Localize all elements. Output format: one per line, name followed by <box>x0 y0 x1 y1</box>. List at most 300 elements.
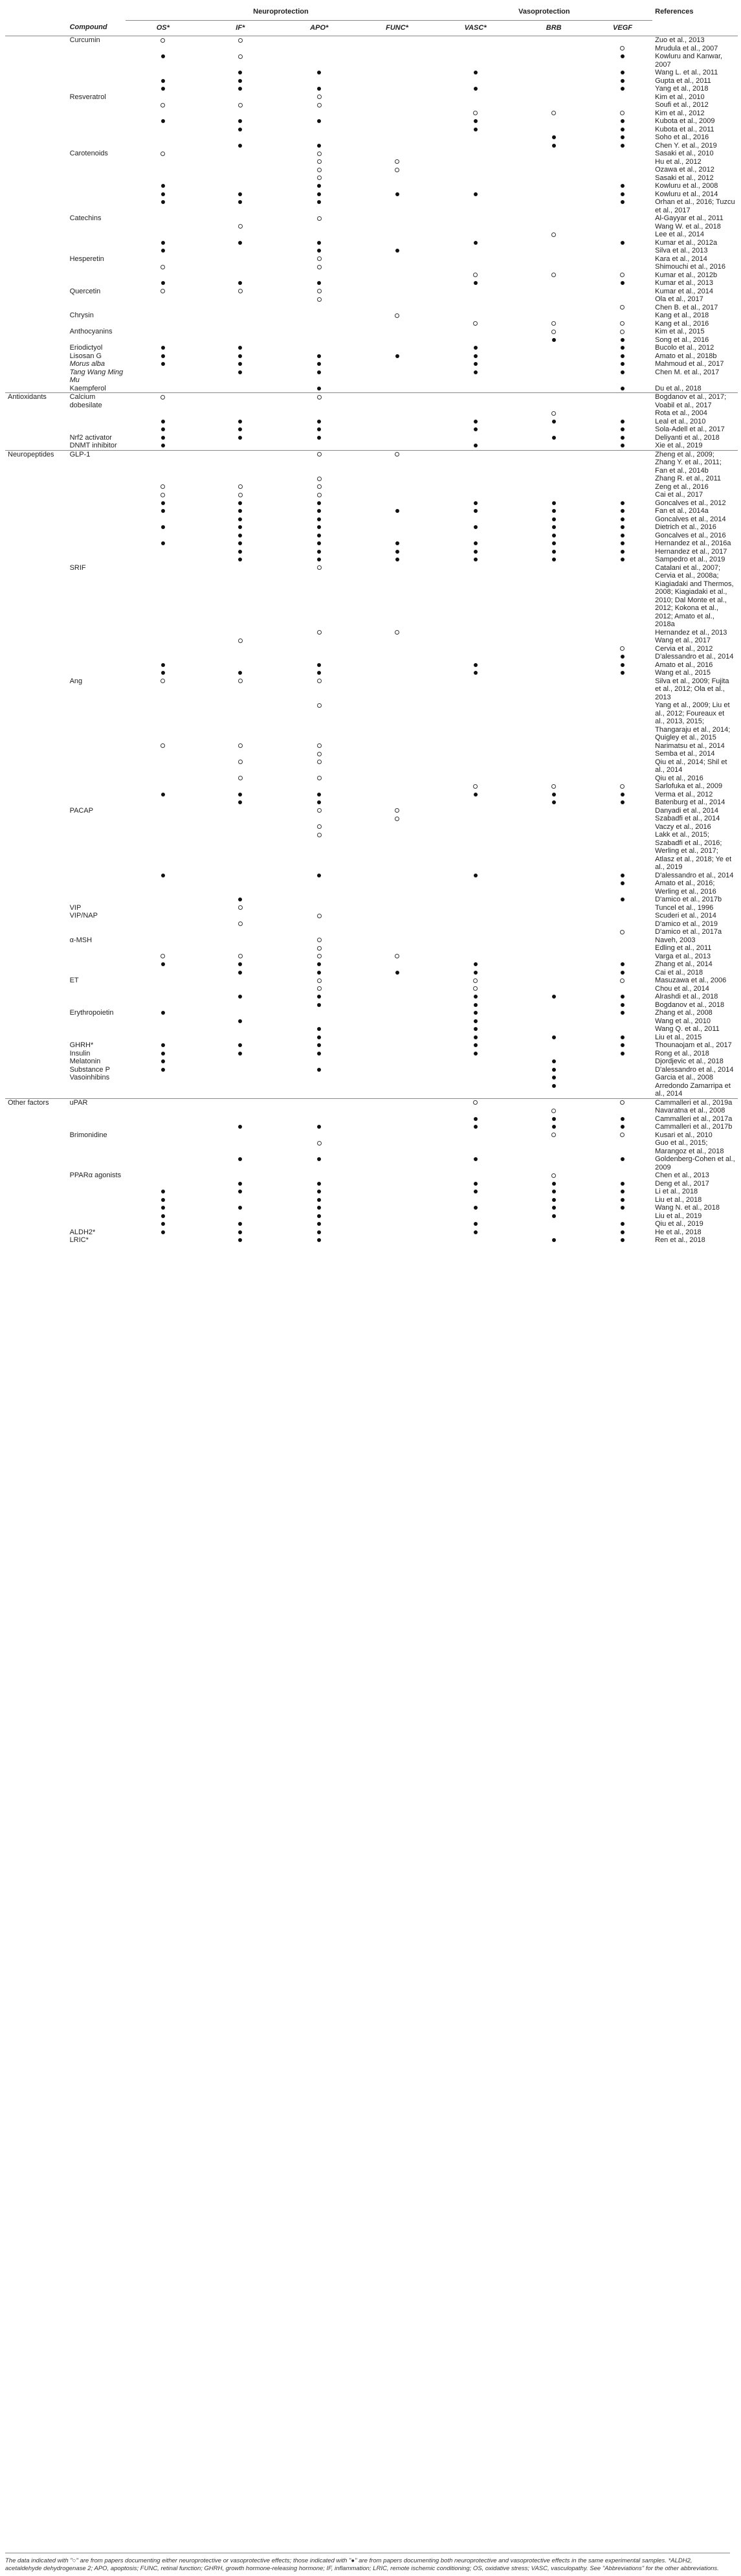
filled-circle-icon <box>621 184 625 188</box>
os-cell <box>126 231 200 239</box>
filled-circle-icon <box>238 541 242 545</box>
filled-circle-icon <box>474 362 478 366</box>
apo-cell <box>280 872 358 880</box>
filled-circle-icon <box>161 671 165 675</box>
category-cell <box>5 1107 67 1115</box>
filled-circle-icon <box>474 241 478 245</box>
vasc-cell <box>436 1082 515 1099</box>
brb-cell <box>515 255 593 264</box>
apo-cell <box>280 953 358 961</box>
reference-cell: Fan et al., 2014a <box>655 507 709 515</box>
compound-cell <box>67 109 126 118</box>
open-circle-icon <box>317 484 322 489</box>
func-cell <box>358 1107 436 1115</box>
vegf-cell <box>593 304 652 312</box>
filled-circle-icon <box>621 87 625 91</box>
vasc-cell <box>436 539 515 548</box>
filled-circle-icon <box>621 362 625 366</box>
table-row <box>5 815 738 823</box>
header-if: IF* <box>201 20 281 36</box>
apo-cell <box>280 1057 358 1066</box>
if-cell <box>201 904 281 912</box>
filled-circle-icon <box>317 427 321 431</box>
vasc-cell <box>436 434 515 442</box>
reference-cell: Kusari et al., 2010 <box>655 1131 713 1139</box>
filled-circle-icon <box>317 1157 321 1161</box>
filled-circle-icon <box>161 962 165 966</box>
filled-circle-icon <box>474 1190 478 1193</box>
if-cell <box>201 158 281 166</box>
filled-circle-icon <box>395 550 399 554</box>
filled-circle-icon <box>238 525 242 529</box>
filled-circle-icon <box>161 1052 165 1056</box>
if-cell <box>201 1082 281 1099</box>
vegf-cell <box>593 564 652 629</box>
filled-circle-icon <box>621 655 625 659</box>
table-row <box>5 677 738 702</box>
brb-cell <box>515 944 593 953</box>
filled-circle-icon <box>552 1214 556 1218</box>
filled-circle-icon <box>474 1125 478 1129</box>
vegf-cell <box>593 539 652 548</box>
reference-cell: Zeng et al., 2016 <box>655 482 709 491</box>
compound-cell <box>67 944 126 953</box>
table-row <box>5 174 738 183</box>
filled-circle-icon <box>621 241 625 245</box>
category-cell <box>5 368 67 385</box>
category-cell <box>5 1171 67 1180</box>
category-cell <box>5 1009 67 1017</box>
if-cell <box>201 896 281 904</box>
compound-cell <box>67 701 126 742</box>
compound-cell <box>67 126 126 134</box>
reference-cell: Chou et al., 2014 <box>655 984 709 993</box>
table-row <box>5 564 738 629</box>
compound-cell <box>67 1212 126 1221</box>
reference-cell: Cammalleri et al., 2017b <box>655 1123 733 1131</box>
vasc-cell <box>436 368 515 385</box>
vasc-cell <box>436 774 515 783</box>
reference-cell: Yang et al., 2018 <box>655 85 709 93</box>
reference-cell: Zhang et al., 2008 <box>655 1009 713 1017</box>
filled-circle-icon <box>621 517 625 521</box>
open-circle-icon <box>317 986 322 991</box>
compound-cell <box>67 117 126 126</box>
compound-cell: Anthocyanins <box>69 328 113 335</box>
apo-cell <box>280 1236 358 1245</box>
reference-cell: Orhan et al., 2016; Tuzcu et al., 2017 <box>655 198 735 214</box>
open-circle-icon <box>317 954 322 958</box>
brb-cell <box>515 1074 593 1082</box>
table-row <box>5 1131 738 1140</box>
filled-circle-icon <box>317 1190 321 1193</box>
filled-circle-icon <box>621 444 625 447</box>
compound-cell <box>67 409 126 418</box>
filled-circle-icon <box>238 1157 242 1161</box>
filled-circle-icon <box>474 501 478 505</box>
category-cell <box>5 645 67 653</box>
brb-cell <box>515 661 593 670</box>
apo-cell <box>280 304 358 312</box>
os-cell <box>126 564 200 629</box>
filled-circle-icon <box>552 338 556 342</box>
apo-cell <box>280 263 358 271</box>
apo-cell <box>280 1107 358 1115</box>
func-cell <box>358 831 436 872</box>
apo-cell <box>280 133 358 142</box>
table-row <box>5 328 738 336</box>
func-cell <box>358 483 436 491</box>
filled-circle-icon <box>161 119 165 123</box>
os-cell <box>126 798 200 807</box>
vegf-cell <box>593 912 652 920</box>
filled-circle-icon <box>474 1011 478 1015</box>
filled-circle-icon <box>238 420 242 424</box>
if-cell <box>201 653 281 661</box>
vegf-cell <box>593 629 652 637</box>
func-cell <box>358 993 436 1001</box>
reference-cell: Zuo et al., 2013 <box>655 36 705 44</box>
os-cell <box>126 117 200 126</box>
filled-circle-icon <box>317 362 321 366</box>
apo-cell <box>280 523 358 532</box>
filled-circle-icon <box>161 241 165 245</box>
reference-cell: Arredondo Zamarripa et al., 2014 <box>655 1081 731 1098</box>
category-cell <box>5 515 67 524</box>
vasc-cell <box>436 263 515 271</box>
vegf-cell <box>593 198 652 214</box>
reference-cell: Silva et al., 2013 <box>655 247 708 254</box>
apo-cell <box>280 1098 358 1107</box>
filled-circle-icon <box>161 1059 165 1063</box>
filled-circle-icon <box>317 1003 321 1007</box>
brb-cell <box>515 758 593 774</box>
filled-circle-icon <box>317 1035 321 1039</box>
filled-circle-icon <box>474 971 478 975</box>
reference-cell: Sola-Adell et al., 2017 <box>655 425 725 433</box>
apo-cell <box>280 352 358 361</box>
filled-circle-icon <box>621 1117 625 1121</box>
os-cell <box>126 223 200 231</box>
filled-circle-icon <box>317 1043 321 1047</box>
vasc-cell <box>436 45 515 53</box>
func-cell <box>358 150 436 158</box>
reference-cell: Sampedro et al., 2019 <box>655 556 725 563</box>
filled-circle-icon <box>621 1182 625 1186</box>
compound-cell <box>67 953 126 961</box>
apo-cell <box>280 247 358 255</box>
vegf-cell <box>593 418 652 426</box>
if-cell <box>201 985 281 993</box>
filled-circle-icon <box>474 995 478 999</box>
reference-cell: Naveh, 2003 <box>655 936 696 944</box>
func-cell <box>358 629 436 637</box>
if-cell <box>201 255 281 264</box>
if-cell <box>201 1050 281 1058</box>
brb-cell <box>515 158 593 166</box>
brb-cell <box>515 653 593 661</box>
vegf-cell <box>593 1123 652 1131</box>
filled-circle-icon <box>317 1125 321 1129</box>
brb-cell <box>515 928 593 936</box>
reference-cell: Thounaojam et al., 2017 <box>655 1041 732 1049</box>
apo-cell <box>280 150 358 158</box>
filled-circle-icon <box>238 370 242 374</box>
filled-circle-icon <box>238 1206 242 1210</box>
if-cell <box>201 320 281 328</box>
brb-cell <box>515 637 593 645</box>
if-cell <box>201 1180 281 1188</box>
func-cell <box>358 418 436 426</box>
category-cell <box>5 879 67 896</box>
compound-cell: α-MSH <box>69 936 93 944</box>
if-cell <box>201 126 281 134</box>
open-circle-icon <box>473 321 478 326</box>
os-cell <box>126 750 200 758</box>
open-circle-icon <box>160 484 165 489</box>
filled-circle-icon <box>317 184 321 188</box>
if-cell <box>201 150 281 158</box>
os-cell <box>126 483 200 491</box>
brb-cell <box>515 1139 593 1155</box>
brb-cell <box>515 1131 593 1140</box>
if-cell <box>201 750 281 758</box>
table-row <box>5 904 738 912</box>
vasc-cell <box>436 279 515 288</box>
apo-cell <box>280 539 358 548</box>
vegf-cell <box>593 483 652 491</box>
os-cell <box>126 271 200 280</box>
os-cell <box>126 904 200 912</box>
os-cell <box>126 304 200 312</box>
filled-circle-icon <box>317 525 321 529</box>
vasc-cell <box>436 960 515 969</box>
os-cell <box>126 1001 200 1010</box>
open-circle-icon <box>317 95 322 99</box>
apo-cell <box>280 1074 358 1082</box>
vasc-cell <box>436 548 515 556</box>
reference-cell: Guo et al., 2015; Marangoz et al., 2018 <box>655 1139 724 1155</box>
os-cell <box>126 896 200 904</box>
filled-circle-icon <box>474 119 478 123</box>
compound-cell <box>67 1220 126 1228</box>
brb-cell <box>515 960 593 969</box>
func-cell <box>358 977 436 985</box>
func-cell <box>358 182 436 190</box>
vasc-cell <box>436 360 515 368</box>
vegf-cell <box>593 1050 652 1058</box>
brb-cell <box>515 190 593 199</box>
open-circle-icon <box>395 817 399 821</box>
vasc-cell <box>436 742 515 751</box>
if-cell <box>201 190 281 199</box>
filled-circle-icon <box>474 1206 478 1210</box>
category-cell <box>5 1188 67 1196</box>
os-cell <box>126 791 200 799</box>
open-circle-icon <box>551 330 556 334</box>
category-cell <box>5 985 67 993</box>
if-cell <box>201 798 281 807</box>
brb-cell <box>515 742 593 751</box>
apo-cell <box>280 1066 358 1074</box>
vasc-cell <box>436 661 515 670</box>
table-row <box>5 271 738 280</box>
filled-circle-icon <box>552 1238 556 1242</box>
category-cell <box>5 661 67 670</box>
open-circle-icon <box>317 103 322 107</box>
vegf-cell <box>593 1180 652 1188</box>
table-row <box>5 279 738 288</box>
reference-cell: D'amico et al., 2017a <box>655 928 722 936</box>
table-row <box>5 133 738 142</box>
vasc-cell <box>436 1236 515 1245</box>
filled-circle-icon <box>317 281 321 285</box>
os-cell <box>126 1082 200 1099</box>
if-cell <box>201 944 281 953</box>
compound-cell <box>67 823 126 831</box>
apo-cell <box>280 1115 358 1124</box>
table-row <box>5 936 738 945</box>
apo-cell <box>280 69 358 77</box>
vegf-cell <box>593 1115 652 1124</box>
filled-circle-icon <box>238 1043 242 1047</box>
reference-cell: Hernandez et al., 2017 <box>655 547 727 556</box>
open-circle-icon <box>395 452 399 457</box>
open-circle-icon <box>317 946 322 951</box>
filled-circle-icon <box>317 1206 321 1210</box>
os-cell <box>126 977 200 985</box>
filled-circle-icon <box>238 354 242 358</box>
vasc-cell <box>436 311 515 320</box>
if-cell <box>201 1017 281 1026</box>
brb-cell <box>515 523 593 532</box>
if-cell <box>201 117 281 126</box>
filled-circle-icon <box>161 436 165 440</box>
vasc-cell <box>436 1212 515 1221</box>
brb-cell <box>515 1196 593 1204</box>
filled-circle-icon <box>621 1011 625 1015</box>
brb-cell <box>515 1009 593 1017</box>
os-cell <box>126 507 200 515</box>
category-cell: Neuropeptides <box>5 450 67 475</box>
filled-circle-icon <box>161 1011 165 1015</box>
apo-cell <box>280 1171 358 1180</box>
os-cell <box>126 393 200 410</box>
os-cell <box>126 985 200 993</box>
table-row <box>5 150 738 158</box>
vasc-cell <box>436 977 515 985</box>
func-cell <box>358 126 436 134</box>
filled-circle-icon <box>161 420 165 424</box>
filled-circle-icon <box>621 881 625 885</box>
reference-cell: Varga et al., 2013 <box>655 952 711 960</box>
filled-circle-icon <box>161 362 165 366</box>
func-cell <box>358 1098 436 1107</box>
vegf-cell <box>593 271 652 280</box>
func-cell <box>358 336 436 345</box>
brb-cell <box>515 1212 593 1221</box>
category-cell <box>5 385 67 393</box>
open-circle-icon <box>317 477 322 481</box>
open-circle-icon <box>317 297 322 302</box>
compound-cell: LRIC* <box>69 1236 89 1244</box>
filled-circle-icon <box>474 1182 478 1186</box>
table-row <box>5 1017 738 1026</box>
os-cell <box>126 556 200 564</box>
vegf-cell <box>593 993 652 1001</box>
reference-cell: Amato et al., 2016 <box>655 661 713 669</box>
category-cell <box>5 758 67 774</box>
func-cell <box>358 750 436 758</box>
reference-cell: Bogdanov et al., 2018 <box>655 1000 725 1009</box>
reference-cell: Liu et al., 2015 <box>655 1033 702 1041</box>
os-cell <box>126 953 200 961</box>
header-apo: APO* <box>280 20 358 36</box>
apo-cell <box>280 993 358 1001</box>
compound-cell: Nrf2 activator <box>69 433 112 442</box>
category-cell <box>5 977 67 985</box>
os-cell <box>126 1057 200 1066</box>
vegf-cell <box>593 791 652 799</box>
open-circle-icon <box>317 743 322 748</box>
apo-cell <box>280 944 358 953</box>
os-cell <box>126 936 200 945</box>
brb-cell <box>515 1180 593 1188</box>
apo-cell <box>280 556 358 564</box>
category-cell <box>5 564 67 629</box>
apo-cell <box>280 158 358 166</box>
table-row <box>5 742 738 751</box>
category-cell <box>5 944 67 953</box>
func-cell <box>358 1041 436 1050</box>
open-circle-icon <box>238 493 243 497</box>
filled-circle-icon <box>474 663 478 667</box>
table-row <box>5 823 738 831</box>
os-cell <box>126 1034 200 1042</box>
filled-circle-icon <box>621 509 625 513</box>
filled-circle-icon <box>238 509 242 513</box>
if-cell <box>201 368 281 385</box>
table-row <box>5 556 738 564</box>
filled-circle-icon <box>621 995 625 999</box>
if-cell <box>201 1057 281 1066</box>
apo-cell <box>280 288 358 296</box>
apo-cell <box>280 198 358 214</box>
vegf-cell <box>593 1196 652 1204</box>
apo-cell <box>280 442 358 450</box>
apo-cell <box>280 807 358 815</box>
open-circle-icon <box>473 273 478 277</box>
if-cell <box>201 669 281 677</box>
if-cell <box>201 1131 281 1140</box>
brb-cell <box>515 1115 593 1124</box>
brb-cell <box>515 271 593 280</box>
apo-cell <box>280 798 358 807</box>
table-row <box>5 320 738 328</box>
vegf-cell <box>593 442 652 450</box>
func-cell <box>358 1115 436 1124</box>
apo-cell <box>280 295 358 304</box>
if-cell <box>201 507 281 515</box>
compound-cell: ALDH2* <box>69 1228 96 1236</box>
os-cell <box>126 166 200 174</box>
category-cell <box>5 442 67 450</box>
header-blank <box>67 4 126 20</box>
reference-cell: Wang L. et al., 2011 <box>655 69 718 76</box>
filled-circle-icon <box>474 346 478 350</box>
func-cell <box>358 214 436 223</box>
compound-cell <box>67 548 126 556</box>
